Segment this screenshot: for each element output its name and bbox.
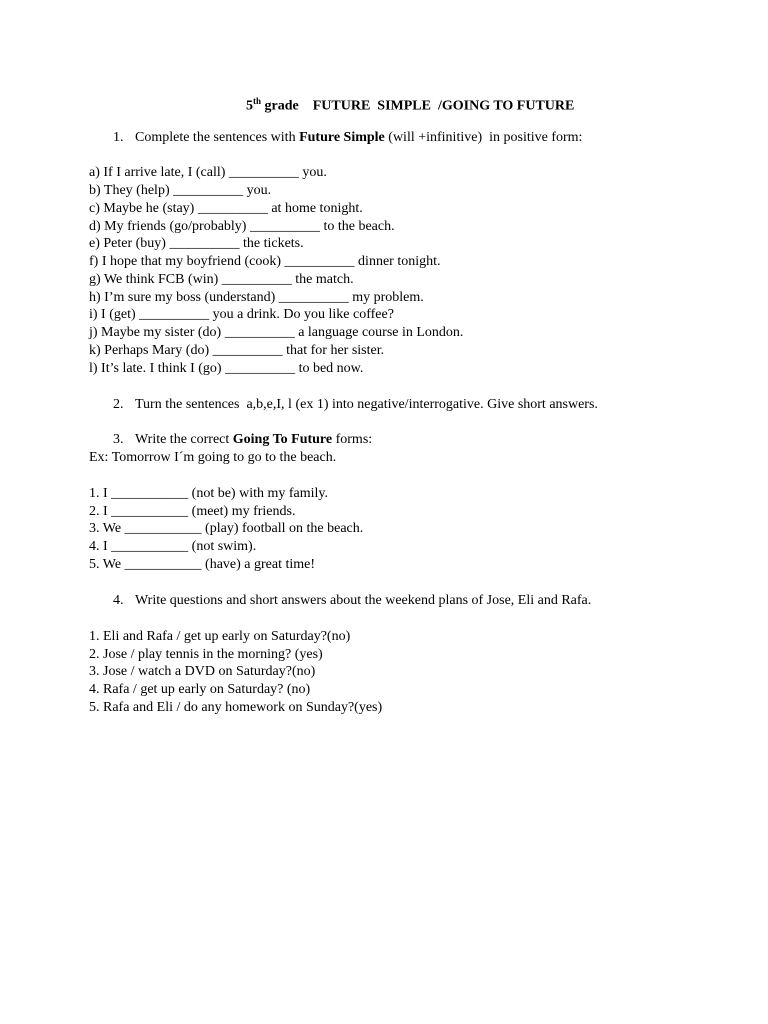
exercise-1-item-b: b) They (help) __________ you. [89, 183, 272, 198]
exercise-3-item-3: 3. We ___________ (play) football on the beach. [89, 521, 364, 536]
exercise-4-item-5: 5. Rafa and Eli / do any homework on Sunday?(yes) [89, 700, 383, 715]
exercise-1-item-a: a) If I arrive late, I (call) __________ you. [89, 165, 327, 180]
topic-heading: FUTURE SIMPLE /GOING TO FUTURE [312, 98, 575, 114]
exercise-2-number: 2. [113, 397, 124, 412]
grade-word: grade [264, 98, 299, 114]
exercise-1-item-c: c) Maybe he (stay) __________ at home tonight. [89, 201, 363, 216]
exercise-4-item-1: 1. Eli and Rafa / get up early on Saturday?(no) [89, 629, 351, 644]
exercise-3-item-2: 2. I ___________ (meet) my friends. [89, 504, 296, 519]
exercise-1-item-f: f) I hope that my boyfriend (cook) __________ dinner tonight. [89, 254, 441, 269]
exercise-1-item-i: i) I (get) __________ you a drink. Do you like coffee? [89, 307, 394, 322]
exercise-1-number: 1. [113, 130, 124, 145]
exercise-1-item-d: d) My friends (go/probably) __________ to the beach. [89, 219, 395, 234]
exercise-1-item-e: e) Peter (buy) __________ the tickets. [89, 236, 304, 251]
exercise-2-instruction: Turn the sentences a,b,e,I, l (ex 1) into negative/interrogative. Give short answers. [135, 397, 598, 412]
exercise-4-item-2: 2. Jose / play tennis in the morning? (yes) [89, 647, 323, 662]
grade-number: 5 [246, 98, 253, 114]
exercise-4-item-4: 4. Rafa / get up early on Saturday? (no) [89, 682, 311, 697]
exercise-1-item-l: l) It’s late. I think I (go) __________ to bed now. [89, 361, 364, 376]
exercise-3-example: Ex: Tomorrow I´m going to go to the beach. [89, 450, 337, 465]
exercise-3-instruction-post: forms: [332, 432, 373, 447]
exercise-4-instruction: Write questions and short answers about the weekend plans of Jose, Eli and Rafa. [135, 593, 592, 608]
exercise-1-heading [113, 129, 582, 147]
exercise-1-instruction-bold: Future Simple [299, 130, 385, 145]
exercise-1-item-g: g) We think FCB (win) __________ the match. [89, 272, 354, 287]
exercise-1-instruction-pre: Complete the sentences with [135, 130, 300, 145]
exercise-3-number: 3. [113, 432, 124, 447]
exercise-3-instruction-bold: Going To Future [232, 432, 333, 447]
exercise-4-heading [113, 592, 591, 610]
exercise-4-item-3: 3. Jose / watch a DVD on Saturday?(no) [89, 664, 316, 679]
exercise-2-heading [113, 396, 598, 414]
exercise-3-item-5: 5. We ___________ (have) a great time! [89, 557, 316, 572]
exercise-3-item-4: 4. I ___________ (not swim). [89, 539, 257, 554]
exercise-4-number: 4. [113, 593, 124, 608]
exercise-1-item-h: h) I’m sure my boss (understand) __________ my problem. [89, 290, 424, 305]
page-title [246, 92, 574, 116]
exercise-1-instruction-post: (will +infinitive) in positive form: [384, 130, 583, 145]
exercise-1-item-k: k) Perhaps Mary (do) __________ that for her sister. [89, 343, 385, 358]
grade-superscript: th [253, 96, 262, 106]
exercise-1-item-j: j) Maybe my sister (do) __________ a language course in London. [89, 325, 464, 340]
exercise-3-instruction-pre: Write the correct [135, 432, 233, 447]
exercise-3-item-1: 1. I ___________ (not be) with my family. [89, 486, 329, 501]
exercise-3-heading [113, 431, 372, 449]
